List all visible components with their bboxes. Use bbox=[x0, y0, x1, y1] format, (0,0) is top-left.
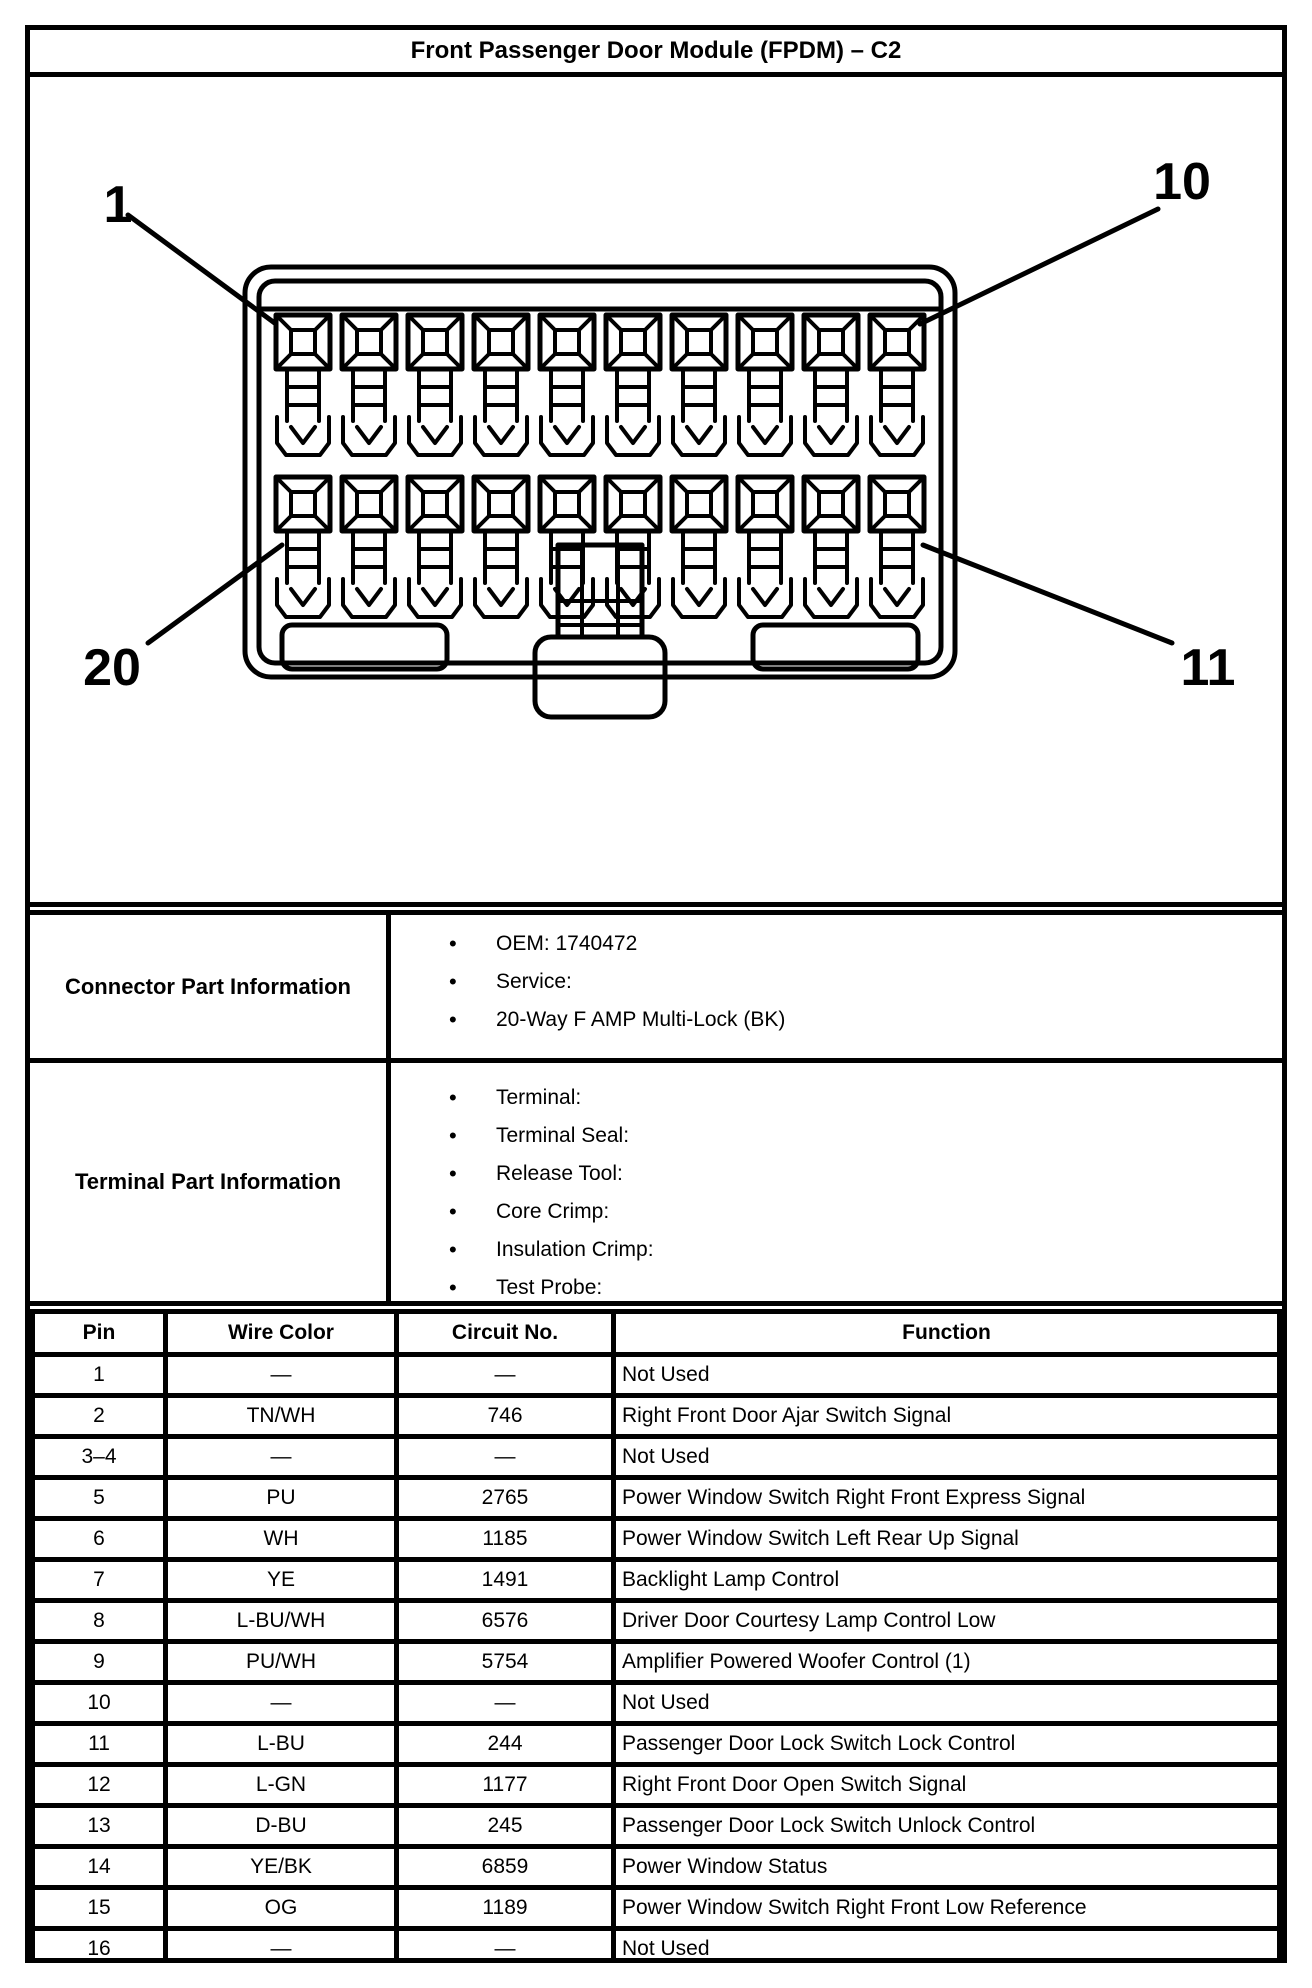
function-cell: Driver Door Courtesy Lamp Control Low bbox=[614, 1601, 1280, 1642]
bullet-text: Core Crimp: bbox=[496, 1200, 610, 1223]
pin-cell: 9 bbox=[33, 1642, 166, 1683]
bullet-item bbox=[391, 963, 1282, 1001]
table-row bbox=[33, 1806, 1280, 1847]
function-cell: Power Window Switch Right Front Low Reference bbox=[614, 1888, 1280, 1929]
bullet-item bbox=[391, 1155, 1282, 1193]
bullet-text: OEM: 1740472 bbox=[496, 932, 638, 955]
wire-color-cell: TN/WH bbox=[166, 1396, 397, 1437]
function-cell: Right Front Door Open Switch Signal bbox=[614, 1765, 1280, 1806]
table-row bbox=[33, 1437, 1280, 1478]
col-header-function: Function bbox=[614, 1312, 1280, 1355]
pin-cell: 1 bbox=[33, 1355, 166, 1396]
pin-cell: 5 bbox=[33, 1478, 166, 1519]
table-row bbox=[33, 1478, 1280, 1519]
circuit-no-cell: 1491 bbox=[397, 1560, 614, 1601]
table-row bbox=[33, 1601, 1280, 1642]
bullet-item bbox=[391, 1269, 1282, 1307]
table-row bbox=[33, 1519, 1280, 1560]
pin-cell: 12 bbox=[33, 1765, 166, 1806]
bullet-icon: • bbox=[449, 1275, 457, 1300]
bullet-item bbox=[391, 1193, 1282, 1231]
circuit-no-cell: 1177 bbox=[397, 1765, 614, 1806]
bullet-icon: • bbox=[449, 1085, 457, 1110]
circuit-no-cell: 244 bbox=[397, 1724, 614, 1765]
bullet-item bbox=[391, 1231, 1282, 1269]
wire-color-cell: WH bbox=[166, 1519, 397, 1560]
function-cell: Right Front Door Ajar Switch Signal bbox=[614, 1396, 1280, 1437]
bullet-text: 20-Way F AMP Multi-Lock (BK) bbox=[496, 1008, 786, 1031]
circuit-no-cell: 245 bbox=[397, 1806, 614, 1847]
circuit-no-cell: 6859 bbox=[397, 1847, 614, 1888]
function-cell: Power Window Switch Left Rear Up Signal bbox=[614, 1519, 1280, 1560]
circuit-no-cell: 6576 bbox=[397, 1601, 614, 1642]
pin-cell: 15 bbox=[33, 1888, 166, 1929]
wire-color-cell: D-BU bbox=[166, 1806, 397, 1847]
page-title: Front Passenger Door Module (FPDM) – C2 bbox=[30, 30, 1282, 77]
circuit-no-cell: — bbox=[397, 1355, 614, 1396]
bullet-text: Terminal: bbox=[496, 1086, 582, 1109]
wire-color-cell: YE bbox=[166, 1560, 397, 1601]
wire-color-cell: — bbox=[166, 1929, 397, 1964]
bullet-icon: • bbox=[449, 1123, 457, 1148]
bullet-text: Insulation Crimp: bbox=[496, 1238, 654, 1261]
terminal-part-info-row bbox=[30, 1063, 1282, 1306]
circuit-no-cell: 1185 bbox=[397, 1519, 614, 1560]
bullet-text: Release Tool: bbox=[496, 1162, 623, 1185]
bullet-item bbox=[391, 1079, 1282, 1117]
bullet-text: Terminal Seal: bbox=[496, 1124, 630, 1147]
bullet-icon: • bbox=[449, 969, 457, 994]
table-row bbox=[33, 1929, 1280, 1964]
wire-color-cell: OG bbox=[166, 1888, 397, 1929]
table-row bbox=[33, 1560, 1280, 1601]
table-row bbox=[33, 1724, 1280, 1765]
bullet-item bbox=[391, 925, 1282, 963]
bullet-text: Test Probe: bbox=[496, 1276, 603, 1299]
bullet-icon: • bbox=[449, 1199, 457, 1224]
circuit-no-cell: — bbox=[397, 1683, 614, 1724]
bullet-text: Service: bbox=[496, 970, 572, 993]
bullet-icon: • bbox=[449, 1007, 457, 1032]
pin-cell: 11 bbox=[33, 1724, 166, 1765]
wire-color-cell: — bbox=[166, 1355, 397, 1396]
wire-color-cell: L-GN bbox=[166, 1765, 397, 1806]
col-header-circuit-no: Circuit No. bbox=[397, 1312, 614, 1355]
terminal-part-info-label: Terminal Part Information bbox=[30, 1063, 391, 1301]
bullet-icon: • bbox=[449, 1237, 457, 1262]
function-cell: Power Window Switch Right Front Express Signal bbox=[614, 1478, 1280, 1519]
table-row bbox=[33, 1683, 1280, 1724]
col-header-wire-color: Wire Color bbox=[166, 1312, 397, 1355]
bullet-item bbox=[391, 1117, 1282, 1155]
function-cell: Passenger Door Lock Switch Unlock Control bbox=[614, 1806, 1280, 1847]
part-information-table bbox=[30, 910, 1282, 1306]
pin-cell: 3–4 bbox=[33, 1437, 166, 1478]
pin-cell: 2 bbox=[33, 1396, 166, 1437]
pinout-table-body bbox=[33, 1355, 1280, 1964]
pin-10-label: 10 bbox=[1153, 153, 1211, 211]
pinout-header-row bbox=[33, 1312, 1280, 1355]
connector-part-info-label: Connector Part Information bbox=[30, 915, 391, 1058]
pin-cell: 7 bbox=[33, 1560, 166, 1601]
circuit-no-cell: 746 bbox=[397, 1396, 614, 1437]
pin-1-label: 1 bbox=[103, 176, 133, 234]
function-cell: Power Window Status bbox=[614, 1847, 1280, 1888]
terminal-part-info-bullets bbox=[391, 1063, 1282, 1301]
table-row bbox=[33, 1642, 1280, 1683]
wire-color-cell: PU bbox=[166, 1478, 397, 1519]
function-cell: Not Used bbox=[614, 1683, 1280, 1724]
pin-cell: 16 bbox=[33, 1929, 166, 1964]
table-row bbox=[33, 1847, 1280, 1888]
function-cell: Amplifier Powered Woofer Control (1) bbox=[614, 1642, 1280, 1683]
pin-cell: 6 bbox=[33, 1519, 166, 1560]
pin-cell: 14 bbox=[33, 1847, 166, 1888]
bullet-item bbox=[391, 1001, 1282, 1039]
wire-color-cell: — bbox=[166, 1437, 397, 1478]
connector-diagram-area bbox=[30, 77, 1282, 907]
function-cell: Passenger Door Lock Switch Lock Control bbox=[614, 1724, 1280, 1765]
circuit-no-cell: — bbox=[397, 1437, 614, 1478]
wire-color-cell: — bbox=[166, 1683, 397, 1724]
bullet-icon: • bbox=[449, 1161, 457, 1186]
circuit-no-cell: — bbox=[397, 1929, 614, 1964]
pin-cell: 8 bbox=[33, 1601, 166, 1642]
connector-bottom-features bbox=[282, 545, 918, 717]
table-row bbox=[33, 1355, 1280, 1396]
connector-part-info-bullets bbox=[391, 915, 1282, 1058]
table-row bbox=[33, 1888, 1280, 1929]
table-row bbox=[33, 1396, 1280, 1437]
wire-color-cell: PU/WH bbox=[166, 1642, 397, 1683]
table-row bbox=[33, 1765, 1280, 1806]
bullet-icon: • bbox=[449, 931, 457, 956]
function-cell: Backlight Lamp Control bbox=[614, 1560, 1280, 1601]
pin-20-label: 20 bbox=[83, 639, 141, 697]
function-cell: Not Used bbox=[614, 1929, 1280, 1964]
connector-drawing bbox=[30, 77, 1282, 902]
circuit-no-cell: 1189 bbox=[397, 1888, 614, 1929]
pin-11-label: 11 bbox=[1180, 639, 1236, 697]
pin-cell: 13 bbox=[33, 1806, 166, 1847]
function-cell: Not Used bbox=[614, 1437, 1280, 1478]
pin-cell: 10 bbox=[33, 1683, 166, 1724]
page-frame bbox=[25, 25, 1287, 1963]
connector-part-info-row bbox=[30, 915, 1282, 1063]
wire-color-cell: L-BU/WH bbox=[166, 1601, 397, 1642]
wire-color-cell: YE/BK bbox=[166, 1847, 397, 1888]
col-header-pin: Pin bbox=[33, 1312, 166, 1355]
wire-color-cell: L-BU bbox=[166, 1724, 397, 1765]
terminal-row-top bbox=[276, 315, 924, 455]
pinout-table bbox=[30, 1309, 1282, 1963]
circuit-no-cell: 2765 bbox=[397, 1478, 614, 1519]
circuit-no-cell: 5754 bbox=[397, 1642, 614, 1683]
function-cell: Not Used bbox=[614, 1355, 1280, 1396]
